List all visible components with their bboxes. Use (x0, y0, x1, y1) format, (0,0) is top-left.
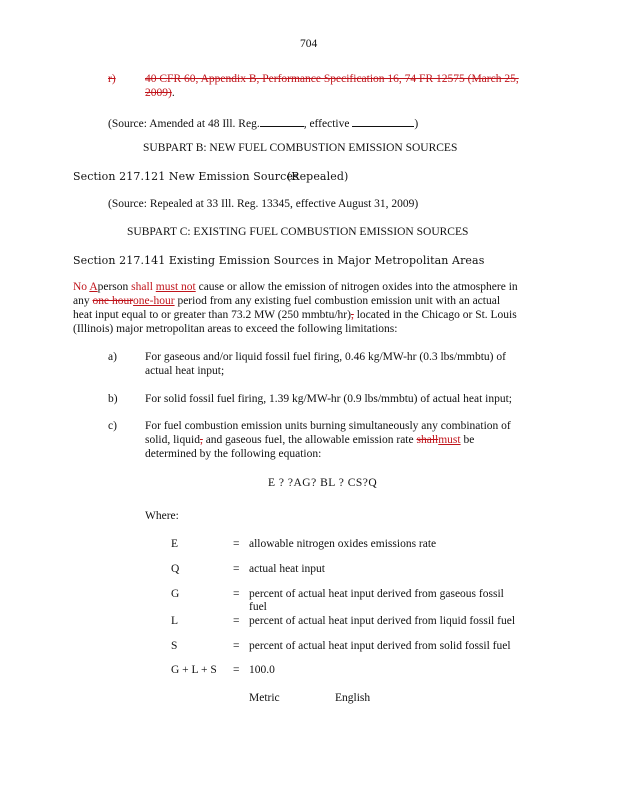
def-q-eq: = (233, 563, 240, 575)
register-blank (260, 116, 304, 127)
item-r-text (145, 73, 519, 85)
def-g-symbol: G (171, 588, 180, 600)
intro-line-3 (73, 309, 517, 321)
intro-del-comma: , (350, 309, 354, 321)
def-q-text: actual heat input (249, 563, 325, 575)
item-c-text-c: be (463, 434, 475, 446)
def-sum-eq: = (233, 664, 240, 676)
intro-line-4: (Illinois) major metropolitan areas to exceed the following limitations: (73, 323, 398, 335)
subpart-b-heading: SUBPART B: NEW FUEL COMBUSTION EMISSION SOURCES (143, 142, 458, 154)
item-r-text2 (145, 87, 175, 99)
source-amended-suffix: ) (414, 118, 419, 130)
intro-line-2 (73, 295, 500, 307)
equation: E ? ?AG? BL ? CS?Q (268, 477, 378, 489)
intro-del-one-hour: one hour (92, 295, 134, 307)
source-amended (108, 116, 418, 130)
intro-text-2: cause or allow the emission of nitrogen oxides into the atmosphere in (198, 281, 518, 293)
def-s-text: percent of actual heat input derived from solid fossil fuel (249, 640, 511, 652)
column-metric: Metric (249, 692, 280, 704)
item-c-label: c) (108, 420, 117, 432)
item-a-line2: actual heat input; (145, 365, 225, 377)
intro-ins-a: A (89, 281, 98, 293)
page-number: 704 (300, 38, 318, 50)
item-r-line1: 40 CFR 60, Appendix B, Performance Specification 16, 74 FR 12575 (March 25, (145, 73, 519, 85)
def-s-eq: = (233, 640, 240, 652)
section-121-title: Section 217.121 New Emission Sources (73, 170, 299, 183)
item-c-del-comma: , (199, 434, 203, 446)
intro-text-3: any (73, 295, 90, 307)
def-l-text: percent of actual heat input derived from liquid fossil fuel (249, 615, 516, 627)
intro-text-4: period from any existing fuel combustion emission unit with an actual (177, 295, 501, 307)
intro-del-shall: shall (131, 281, 153, 293)
def-e-text: allowable nitrogen oxides emissions rate (249, 538, 437, 550)
intro-line-1 (73, 281, 518, 293)
item-b-label: b) (108, 393, 118, 405)
def-g-text2: fuel (249, 601, 267, 613)
def-s-symbol: S (171, 640, 178, 652)
item-a-label: a) (108, 351, 117, 363)
source-amended-prefix: (Source: Amended at 48 Ill. Reg. (108, 118, 260, 130)
intro-text-1: person (97, 281, 129, 293)
item-c-line3: determined by the following equation: (145, 448, 322, 460)
def-g-text: percent of actual heat input derived from gaseous fossil (249, 588, 504, 600)
section-141-heading: Section 217.141 Existing Emission Sources in Major Metropolitan Areas (73, 254, 485, 267)
intro-text-5: heat input equal to or greater than 73.2 MW (250 mmbtu/hr) (73, 309, 351, 321)
column-english: English (335, 692, 371, 704)
intro-ins-must-not: must not (155, 281, 196, 293)
item-c-ins-must: must (438, 434, 461, 446)
section-121-heading (73, 170, 348, 183)
item-b-line1: For solid fossil fuel firing, 1.39 kg/MW-hr (0.9 lbs/mmbtu) of actual heat input; (145, 393, 512, 405)
section-121-repealed: (Repealed) (286, 170, 349, 183)
intro-ins-one-hour: one-hour (133, 295, 175, 307)
def-e-symbol: E (171, 538, 179, 550)
def-e-eq: = (233, 538, 240, 550)
intro-del-no: No (73, 281, 88, 293)
def-sum-text: 100.0 (249, 664, 275, 676)
item-r-period: . (171, 87, 175, 99)
effective-blank (352, 116, 414, 127)
item-r-label: r) (108, 73, 116, 85)
where-label: Where: (145, 510, 179, 522)
item-a-line1: For gaseous and/or liquid fossil fuel firing, 0.46 kg/MW-hr (0.3 lbs/mmbtu) of (145, 351, 506, 363)
def-l-symbol: L (171, 615, 179, 627)
source-repealed: (Source: Repealed at 33 Ill. Reg. 13345, effective August 31, 2009) (108, 198, 419, 210)
def-q-symbol: Q (171, 563, 180, 575)
item-c-text-b: and gaseous fuel, the allowable emission rate (205, 434, 414, 446)
subpart-c-heading: SUBPART C: EXISTING FUEL COMBUSTION EMISSION SOURCES (127, 226, 469, 238)
def-l-eq: = (233, 615, 240, 627)
item-c-line1: For fuel combustion emission units burning simultaneously any combination of (145, 420, 511, 432)
item-c-del-shall: shall (416, 434, 439, 446)
def-sum-symbol: G + L + S (171, 664, 217, 676)
source-amended-mid: , effective (303, 118, 350, 130)
item-c-line2 (145, 434, 474, 446)
def-g-eq: = (233, 588, 240, 600)
item-r-line2: 2009) (145, 87, 172, 99)
intro-text-6: located in the Chicago or St. Louis (356, 309, 517, 321)
item-c-text-a: solid, liquid (145, 434, 200, 446)
